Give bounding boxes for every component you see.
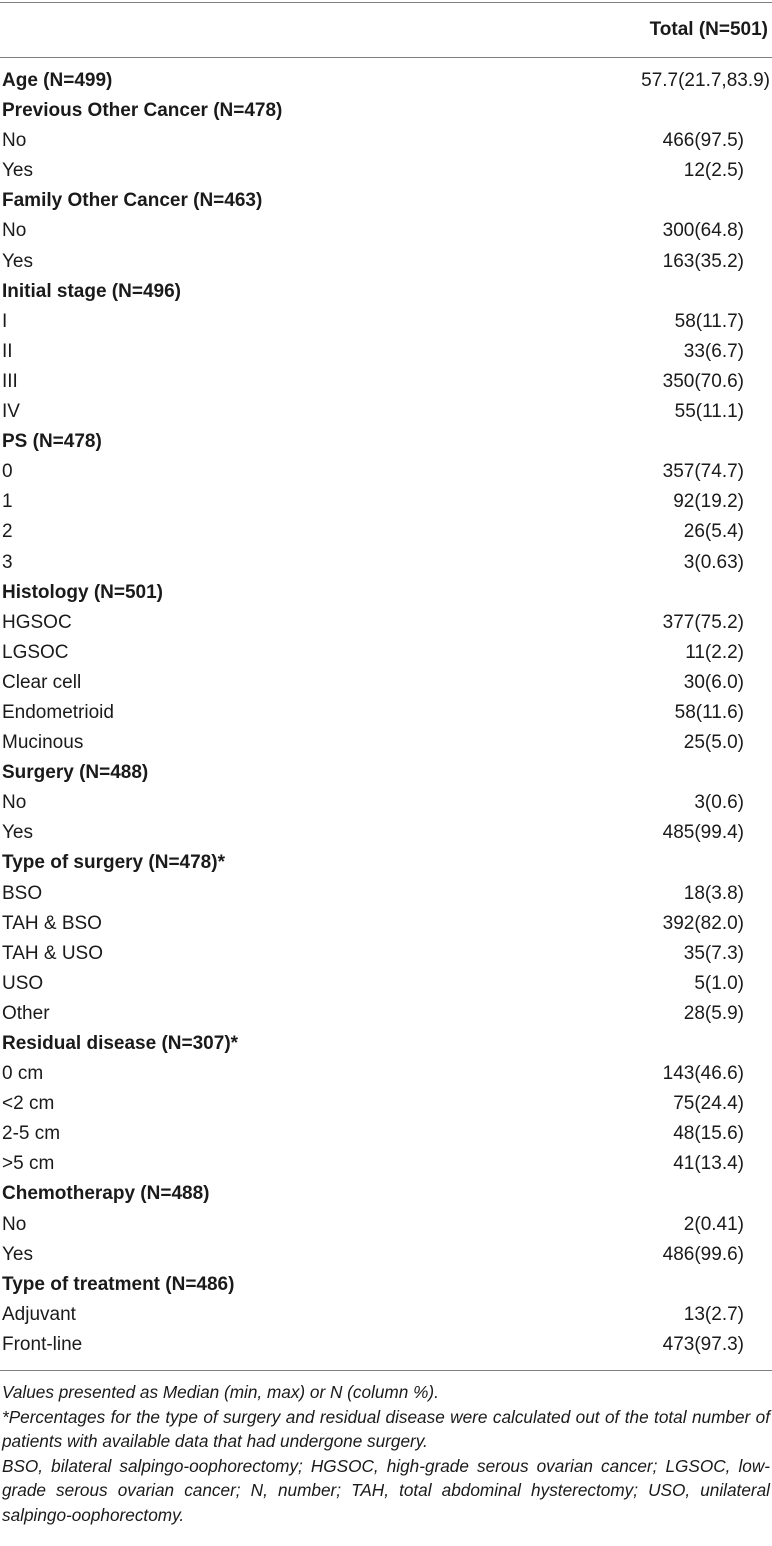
table-row-heading — [0, 850, 772, 880]
table-row — [0, 1242, 772, 1272]
row-label: 3 — [2, 551, 13, 573]
table-row-heading — [0, 1031, 772, 1061]
row-value: 18(3.8) — [683, 882, 744, 904]
row-label: 2 — [2, 521, 13, 543]
table-row — [0, 1302, 772, 1332]
row-value: 485(99.4) — [662, 822, 744, 844]
row-value: 473(97.3) — [662, 1333, 744, 1355]
row-label: 0 cm — [2, 1063, 44, 1085]
row-label: Yes — [2, 160, 33, 182]
table-row — [0, 881, 772, 911]
table-row — [0, 158, 772, 188]
row-value: 26(5.4) — [683, 521, 744, 543]
row-label: PS (N=478) — [2, 431, 102, 453]
row-label: Adjuvant — [2, 1303, 76, 1325]
table-row — [0, 489, 772, 519]
table-row — [0, 550, 772, 580]
row-label: TAH & BSO — [2, 912, 102, 934]
row-value: 57.7(21.7,83.9) — [641, 70, 770, 91]
footnote-values: Values presented as Median (min, max) or N (column %). — [2, 1382, 439, 1402]
table-row — [0, 309, 772, 339]
row-value: 30(6.0) — [683, 671, 744, 693]
table-row — [0, 459, 772, 489]
footnote-percentages: *Percentages for the type of surgery and residual disease were calculated out of the total number of patients with available data that had undergone surgery. — [2, 1406, 770, 1451]
row-label: <2 cm — [2, 1093, 55, 1115]
row-label: Other — [2, 1002, 50, 1024]
table-row — [0, 700, 772, 730]
table-row — [0, 1091, 772, 1121]
table-body — [0, 68, 772, 1362]
row-label: LGSOC — [2, 641, 69, 663]
table-row — [0, 1121, 772, 1151]
row-value: 58(11.6) — [674, 701, 744, 723]
row-label: Initial stage (N=496) — [2, 280, 181, 302]
table-row — [0, 1212, 772, 1242]
row-label: No — [2, 792, 27, 814]
row-label: Age (N=499) — [2, 70, 113, 91]
row-label: Front-line — [2, 1333, 83, 1355]
row-value: 28(5.9) — [683, 1002, 744, 1024]
row-label: Endometrioid — [2, 701, 114, 723]
row-label: Family Other Cancer (N=463) — [2, 190, 263, 212]
row-label: Type of treatment (N=486) — [2, 1273, 235, 1295]
row-value: 5(1.0) — [694, 972, 744, 994]
table-row — [0, 941, 772, 971]
table-row — [0, 249, 772, 279]
row-value: 392(82.0) — [662, 912, 744, 934]
table-row — [0, 399, 772, 429]
header-rule — [0, 57, 772, 58]
row-label: 2-5 cm — [2, 1123, 61, 1145]
table-row-heading — [0, 760, 772, 790]
row-label: Yes — [2, 250, 33, 272]
table-row — [0, 911, 772, 941]
row-value: 13(2.7) — [683, 1303, 744, 1325]
row-value: 300(64.8) — [662, 220, 744, 242]
row-label: Yes — [2, 1243, 33, 1265]
table-row-heading — [0, 580, 772, 610]
row-value: 25(5.0) — [683, 732, 744, 754]
table-row — [0, 339, 772, 369]
row-label: II — [2, 340, 13, 362]
row-value: 357(74.7) — [662, 461, 744, 483]
row-label: Yes — [2, 822, 33, 844]
row-value: 466(97.5) — [662, 130, 744, 152]
row-label: >5 cm — [2, 1153, 55, 1175]
table-row-heading — [0, 68, 772, 98]
row-label: 0 — [2, 461, 13, 483]
table-row — [0, 610, 772, 640]
row-label: HGSOC — [2, 611, 72, 633]
table-row — [0, 640, 772, 670]
row-value: 12(2.5) — [683, 160, 744, 182]
row-label: No — [2, 130, 27, 152]
row-value: 33(6.7) — [683, 340, 744, 362]
table-row — [0, 369, 772, 399]
row-label: 1 — [2, 491, 13, 513]
table-row-heading — [0, 98, 772, 128]
table-row — [0, 670, 772, 700]
table-row-heading — [0, 279, 772, 309]
row-label: BSO — [2, 882, 43, 904]
table-row — [0, 128, 772, 158]
row-value: 163(35.2) — [662, 250, 744, 272]
row-label: No — [2, 220, 27, 242]
row-value: 75(24.4) — [673, 1093, 744, 1115]
row-value: 3(0.63) — [683, 551, 744, 573]
row-value: 58(11.7) — [674, 310, 744, 332]
row-value: 92(19.2) — [673, 491, 744, 513]
row-value: 143(46.6) — [662, 1063, 744, 1085]
row-label: Clear cell — [2, 671, 82, 693]
table-bottom-rule — [0, 1370, 772, 1371]
row-label: Chemotherapy (N=488) — [2, 1183, 210, 1205]
row-label: I — [2, 310, 8, 332]
row-value: 3(0.6) — [694, 792, 744, 814]
table-row-heading — [0, 1272, 772, 1302]
table-row — [0, 1151, 772, 1181]
row-value: 350(70.6) — [662, 370, 744, 392]
table-header — [0, 2, 772, 57]
row-label: Type of surgery (N=478)* — [2, 852, 225, 874]
table-row — [0, 820, 772, 850]
row-label: Previous Other Cancer (N=478) — [2, 100, 283, 122]
row-label: Mucinous — [2, 732, 84, 754]
row-label: USO — [2, 972, 44, 994]
table-row-heading — [0, 188, 772, 218]
table-row-heading — [0, 429, 772, 459]
table-row-heading — [0, 1181, 772, 1211]
table-footnotes — [2, 1380, 770, 1527]
row-value: 377(75.2) — [662, 611, 744, 633]
table-row — [0, 790, 772, 820]
row-label: Residual disease (N=307)* — [2, 1033, 239, 1054]
table-row — [0, 1001, 772, 1031]
row-label: Surgery (N=488) — [2, 762, 149, 784]
table-row — [0, 730, 772, 760]
row-label: III — [2, 370, 18, 392]
row-label: IV — [2, 401, 20, 423]
table-row — [0, 1332, 772, 1362]
row-label: No — [2, 1213, 27, 1235]
table-row — [0, 1061, 772, 1091]
table-row — [0, 218, 772, 248]
row-value: 48(15.6) — [673, 1123, 744, 1145]
column-header-total: Total (N=501) — [649, 19, 768, 40]
row-value: 35(7.3) — [683, 942, 744, 964]
row-label: TAH & USO — [2, 942, 103, 964]
table-row — [0, 971, 772, 1001]
table-row — [0, 519, 772, 549]
row-value: 11(2.2) — [685, 641, 744, 663]
row-value: 486(99.6) — [662, 1243, 744, 1265]
row-value: 41(13.4) — [673, 1153, 744, 1175]
row-value: 55(11.1) — [674, 401, 744, 423]
footnote-abbreviations: BSO, bilateral salpingo-oophorectomy; HGSOC, high-grade serous ovarian cancer; LGSOC, low-grade serous ovarian cancer; N, number; TAH, total abdominal hysterectomy; USO, unilateral salpingo-oophorectomy. — [2, 1455, 770, 1525]
row-value: 2(0.41) — [683, 1213, 744, 1235]
row-label: Histology (N=501) — [2, 581, 164, 603]
